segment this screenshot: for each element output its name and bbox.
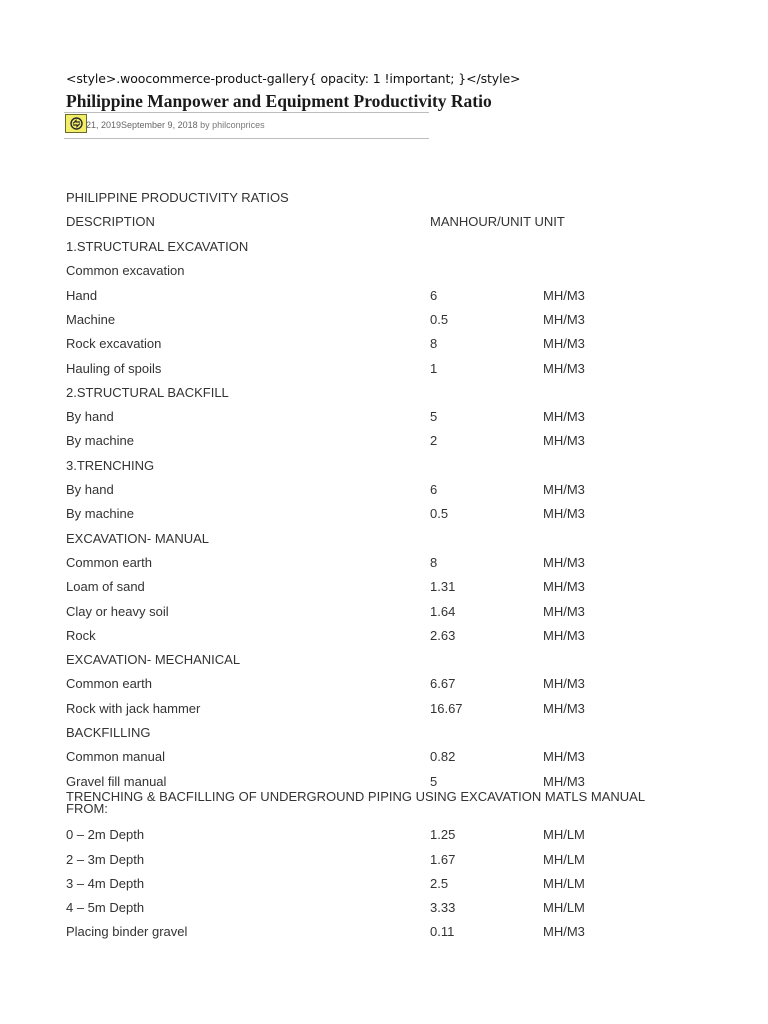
row-manhour-value: 8 [430,336,438,352]
row-unit: MH/M3 [543,506,585,522]
row-manhour-value: 5 [430,773,438,789]
row-description: EXCAVATION- MANUAL [66,530,210,546]
column-header-manhour-unit: MANHOUR/UNIT UNIT [430,214,565,229]
row-manhour-value: 2.5 [430,875,449,891]
row-unit: MH/M3 [543,676,585,692]
row-description: Common earth [66,676,152,692]
row-unit: MH/LM [543,851,585,867]
style-code-text: <style>.woocommerce-product-gallery{ opacity: 1 !important; }</style> [66,71,521,86]
row-description: 3.TRENCHING [66,457,155,473]
row-description: Rock [66,627,96,643]
row-unit: MH/M3 [543,579,585,595]
row-manhour-value: 16.67 [430,700,463,716]
row-manhour-value: 2.63 [430,627,456,643]
row-description: BACKFILLING [66,725,151,740]
row-manhour-value: 2 [430,433,438,449]
row-unit: MH/M3 [543,924,585,940]
table-row [0,924,768,944]
table-row [0,579,768,599]
table-row [0,749,768,769]
row-description: By hand [66,482,114,497]
column-header-description: DESCRIPTION [66,214,155,229]
row-manhour-value: 6 [430,482,438,497]
row-description: 0 – 2m Depth [66,827,145,843]
row-description: Gravel fill manual [66,773,167,789]
row-unit: MH/M3 [543,336,585,352]
row-description: Common excavation [66,263,185,279]
table-row [0,900,768,920]
row-description: 2.STRUCTURAL BACKFILL [66,384,229,400]
table-row [0,676,768,696]
row-description: 1.STRUCTURAL EXCAVATION [66,239,249,254]
row-description: 2 – 3m Depth [66,851,145,867]
post-author-link[interactable]: by philconprices [200,120,265,130]
section-row [0,385,768,405]
table-row [0,312,768,332]
row-unit: MH/M3 [543,700,585,716]
row-description: Placing binder gravel [66,924,188,940]
post-title: Philippine Manpower and Equipment Productivity Ratio [66,91,492,111]
post-date: 21, 2019September 9, 2018 [86,120,198,130]
row-unit: MH/M3 [543,360,585,376]
row-manhour-value: 1 [430,360,438,376]
row-manhour-value: 5 [430,409,438,425]
row-manhour-value: 1.64 [430,603,456,619]
row-unit: MH/M3 [543,482,585,497]
row-description: By hand [66,409,114,425]
table-row [0,852,768,872]
table-row [0,336,768,356]
section-row [0,239,768,259]
row-unit: MH/M3 [543,627,585,643]
row-unit: MH/M3 [543,287,585,303]
row-description: Clay or heavy soil [66,603,169,619]
row-description: By machine [66,506,134,522]
row-unit: MH/M3 [543,433,585,449]
section-row [0,725,768,745]
table-row [0,433,768,453]
row-description: EXCAVATION- MECHANICAL [66,652,241,668]
table-row [0,288,768,308]
row-unit: MH/M3 [543,311,585,327]
section-row [0,531,768,551]
table-row [0,876,768,896]
row-description: Common earth [66,554,152,570]
row-description: Rock with jack hammer [66,700,201,716]
table-row [0,628,768,648]
table-row [0,506,768,526]
row-unit: MH/LM [543,827,585,843]
row-description: 4 – 5m Depth [66,900,145,916]
row-unit: MH/LM [543,900,585,916]
table-row [0,604,768,624]
row-unit: MH/M3 [543,409,585,425]
row-description: TRENCHING & BACFILLING OF UNDERGROUND PIPING USING EXCAVATION MATLS MANUAL FROM: [66,788,645,816]
row-manhour-value: 1.67 [430,851,456,867]
table-row [0,701,768,721]
table-row [0,827,768,847]
row-unit: MH/M3 [543,749,585,765]
row-manhour-value: 0.82 [430,749,456,765]
row-unit: MH/LM [543,875,585,891]
row-unit: MH/M3 [543,554,585,570]
row-manhour-value: 8 [430,554,438,570]
row-manhour-value: 1.25 [430,827,456,843]
section-row [0,263,768,283]
row-description: Hauling of spoils [66,360,162,376]
row-description: Rock excavation [66,336,162,352]
row-manhour-value: 1.31 [430,579,456,595]
row-description: By machine [66,433,134,449]
row-manhour-value: 0.5 [430,506,449,522]
row-unit: MH/M3 [543,773,585,789]
table-row [0,482,768,502]
table-heading: PHILIPPINE PRODUCTIVITY RATIOS [66,190,289,205]
section-row [0,788,768,816]
row-unit: MH/M3 [543,603,585,619]
table-row [0,409,768,429]
row-description: Hand [66,287,98,303]
row-description: Common manual [66,749,165,765]
row-manhour-value: 0.5 [430,311,449,327]
row-description: Loam of sand [66,579,145,595]
row-manhour-value: 0.11 [430,924,455,940]
table-row [0,361,768,381]
row-manhour-value: 6.67 [430,676,456,692]
row-manhour-value: 6 [430,287,438,303]
row-manhour-value: 3.33 [430,900,456,916]
section-row [0,652,768,672]
row-description: Machine [66,311,116,327]
row-description: 3 – 4m Depth [66,875,145,891]
table-row [0,555,768,575]
section-row [0,458,768,478]
